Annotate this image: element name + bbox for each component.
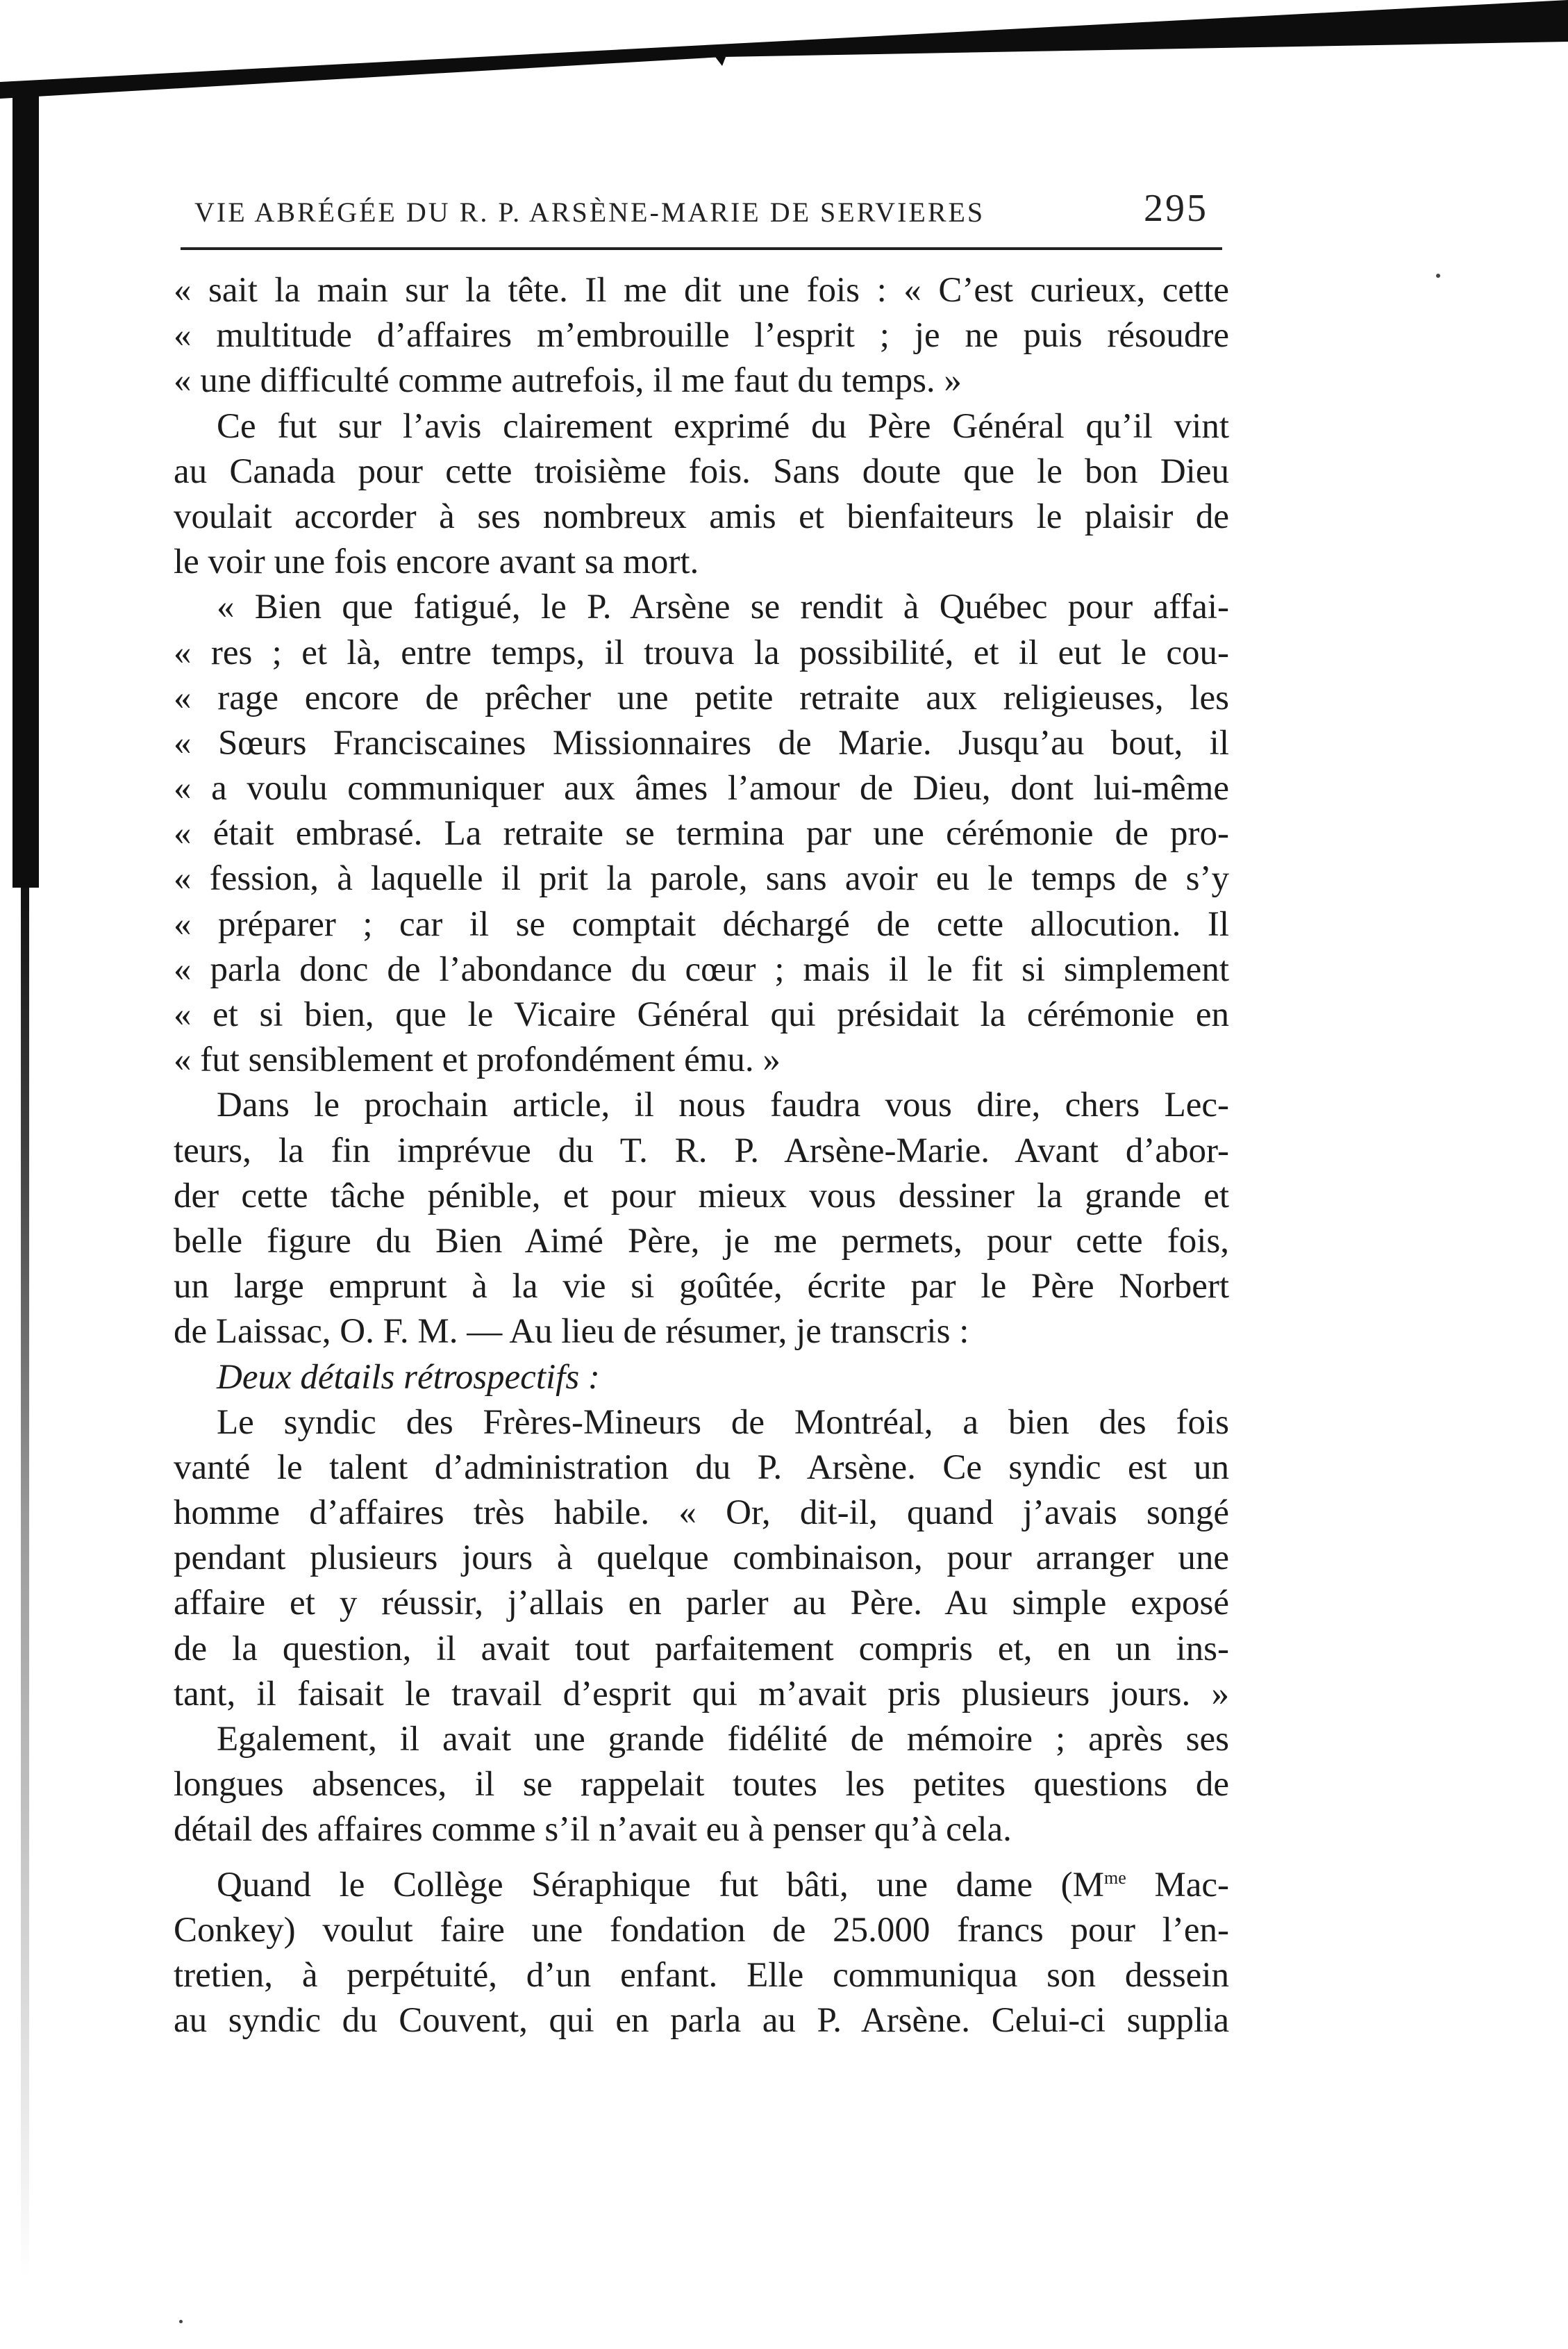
text-line: teurs, la fin imprévue du T. R. P. Arsène-Marie. Avant d’abor- bbox=[174, 1131, 1229, 1170]
text-line: « fession, à laquelle il prit la parole, sans avoir eu le temps de s’y bbox=[174, 859, 1229, 899]
scan-speck bbox=[1436, 274, 1440, 278]
text-line: de la question, il avait tout parfaitement compris et, en un ins- bbox=[174, 1629, 1229, 1668]
text-line: belle figure du Bien Aimé Père, je me permets, pour cette fois, bbox=[174, 1221, 1229, 1261]
paragraph-gap bbox=[174, 1853, 1229, 1863]
text-line: « Bien que fatigué, le P. Arsène se rendit à Québec pour affai- bbox=[217, 588, 1229, 627]
text-line: « était embrasé. La retraite se termina par une cérémonie de pro- bbox=[174, 814, 1229, 854]
text-line: affaire et y réussir, j’allais en parler au Père. Au simple exposé bbox=[174, 1584, 1229, 1623]
text-line: détail des affaires comme s’il n’avait eu à penser qu’à cela. bbox=[174, 1810, 1012, 1850]
text-line: der cette tâche pénible, et pour mieux vous dessiner la grande et bbox=[174, 1176, 1229, 1215]
running-header bbox=[194, 186, 1208, 235]
text-line: « multitude d’affaires m’embrouille l’esprit ; je ne puis résoudre bbox=[174, 316, 1229, 356]
text-line: un large emprunt à la vie si goûtée, écrite par le Père Norbert bbox=[174, 1267, 1229, 1306]
section-heading: Deux détails rétrospectifs : bbox=[217, 1357, 600, 1397]
text-line: tretien, à perpétuité, d’un enfant. Elle communiqua son dessein bbox=[174, 1955, 1229, 1995]
text-line: homme d’affaires très habile. « Or, dit-il, quand j’avais songé bbox=[174, 1493, 1229, 1533]
superscript-me: me bbox=[1104, 1867, 1126, 1888]
text-line: « Sœurs Franciscaines Missionnaires de Marie. Jusqu’au bout, il bbox=[174, 723, 1229, 763]
text-line: vanté le talent d’administration du P. Arsène. Ce syndic est un bbox=[174, 1447, 1229, 1487]
text-line: « parla donc de l’abondance du cœur ; mais il le fit si simplement bbox=[174, 949, 1229, 989]
text-line: « et si bien, que le Vicaire Général qui présidait la cérémonie en bbox=[174, 995, 1229, 1034]
page-number: 295 bbox=[1144, 187, 1208, 230]
text-line: Conkey) voulut faire une fondation de 25.000 francs pour l’en- bbox=[174, 1910, 1229, 1950]
header-rule bbox=[181, 247, 1222, 250]
text-line: « rage encore de prêcher une petite retraite aux religieuses, les bbox=[174, 678, 1229, 717]
page-body bbox=[174, 268, 1229, 2043]
text-line: tant, il faisait le travail d’esprit qui m’avait pris plusieurs jours. » bbox=[174, 1674, 1229, 1713]
text-line: Le syndic des Frères-Mineurs de Montréal, a bien des fois bbox=[217, 1402, 1229, 1442]
text-line: « préparer ; car il se comptait déchargé de cette allocution. Il bbox=[174, 904, 1229, 944]
scan-border-top bbox=[0, 0, 1568, 104]
text-line: longues absences, il se rappelait toutes les petites questions de bbox=[174, 1765, 1229, 1804]
scan-border-left bbox=[12, 89, 39, 888]
scan-border-left-fade bbox=[21, 888, 29, 2277]
text-line: le voir une fois encore avant sa mort. bbox=[174, 542, 699, 582]
text-line: « une difficulté comme autrefois, il me faut du temps. » bbox=[174, 361, 962, 401]
text-line: au syndic du Couvent, qui en parla au P. Arsène. Celui-ci supplia bbox=[174, 2001, 1229, 2041]
text-line: « res ; et là, entre temps, il trouva la possibilité, et il eut le cou- bbox=[174, 633, 1229, 672]
line-text: Quand le Collège Séraphique fut bâti, une dame (M bbox=[217, 1865, 1105, 1904]
text-line: Egalement, il avait une grande fidélité de mémoire ; après ses bbox=[217, 1720, 1229, 1759]
text-line: pendant plusieurs jours à quelque combinaison, pour arranger une bbox=[174, 1538, 1229, 1578]
running-title: VIE ABRÉGÉE DU R. P. ARSÈNE-MARIE DE SERVIERES bbox=[194, 197, 985, 228]
line-text-end: Mac- bbox=[1126, 1865, 1229, 1904]
text-line: de Laissac, O. F. M. — Au lieu de résumer, je transcris : bbox=[174, 1312, 969, 1352]
text-line: « fut sensiblement et profondément ému. » bbox=[174, 1040, 781, 1080]
scan-speck bbox=[179, 2320, 183, 2323]
text-line: « sait la main sur la tête. Il me dit une fois : « C’est curieux, cette bbox=[174, 271, 1229, 310]
text-line: au Canada pour cette troisième fois. Sans doute que le bon Dieu bbox=[174, 451, 1229, 491]
text-line: voulait accorder à ses nombreux amis et bienfaiteurs le plaisir de bbox=[174, 497, 1229, 536]
text-line: Ce fut sur l’avis clairement exprimé du Père Général qu’il vint bbox=[217, 406, 1229, 446]
text-line: « a voulu communiquer aux âmes l’amour de Dieu, dont lui-même bbox=[174, 769, 1229, 808]
text-line bbox=[174, 1863, 1229, 1908]
text-line: Dans le prochain article, il nous faudra vous dire, chers Lec- bbox=[217, 1086, 1229, 1125]
